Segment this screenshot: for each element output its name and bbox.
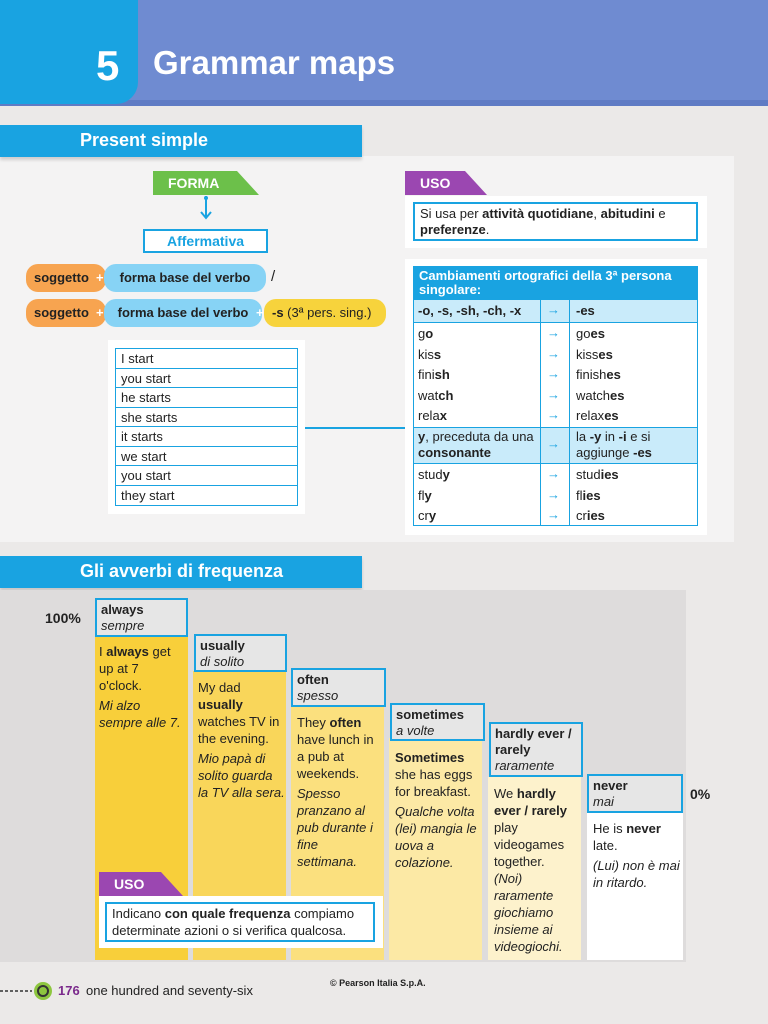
plus-sign: +: [96, 270, 104, 285]
arrow-icon: →: [547, 302, 560, 317]
adverb-box-hardly-ever: hardly ever / rarely raramente: [489, 722, 583, 777]
spelling-base: kiss: [418, 346, 442, 362]
spelling-result: kisses: [576, 346, 613, 362]
percent-100: 100%: [45, 610, 81, 626]
spelling-result: flies: [576, 487, 601, 503]
section-title-adverbs: Gli avverbi di frequenza: [0, 556, 362, 588]
example-often: They often have lunch in a pub at weekends. Spesso pranzano al pub durante i fine settimana.: [297, 715, 374, 869]
conjugation-row: you start: [116, 369, 297, 389]
uso-tag-tip: [161, 872, 183, 896]
conjugation-row: you start: [116, 466, 297, 486]
spelling-row: [414, 364, 697, 385]
uso-tag: USO: [405, 171, 465, 195]
conjugation-row: she starts: [116, 408, 297, 428]
arrow-icon: →: [547, 386, 560, 402]
spelling-result: goes: [576, 326, 605, 341]
formula-soggetto-2: soggetto: [26, 299, 106, 327]
formula-soggetto: soggetto: [26, 264, 106, 292]
spelling-result: watches: [576, 387, 625, 403]
page-number: 176: [58, 983, 80, 998]
spelling-base: watch: [418, 387, 454, 403]
conjugation-row: he starts: [116, 388, 297, 408]
page-number-words: one hundred and seventy-six: [86, 983, 253, 998]
connector-line: [305, 427, 406, 429]
y-rule-right: la -y in -i e si aggiunge -es: [576, 429, 652, 460]
arrow-icon: →: [547, 345, 560, 361]
page-badge-icon: [0, 980, 60, 1002]
conjugation-row: they start: [121, 487, 175, 503]
formula-forma-base: forma base del verbo: [104, 264, 266, 292]
down-arrow-icon: [198, 196, 214, 226]
spelling-row: [414, 323, 697, 344]
example-hardly-ever: We hardly ever / rarely play videogames together. (Noi) raramente giochiamo insieme ai videogiochi.: [494, 786, 568, 954]
spelling-row: [414, 405, 697, 426]
adverb-box-sometimes: sometimes a volte: [390, 703, 485, 741]
percent-0: 0%: [690, 786, 711, 802]
slash: /: [271, 268, 276, 285]
arrow-icon: →: [547, 466, 560, 481]
uso-tag-tip: [465, 171, 487, 195]
spelling-row: [414, 505, 697, 526]
arrow-icon: →: [547, 366, 560, 382]
spelling-base: cry: [418, 508, 437, 524]
spelling-result: studies: [576, 467, 619, 482]
spelling-row: [414, 385, 697, 406]
example-usually: My dad usually watches TV in the evening. Mio papà di solito guarda la TV alla sera.: [198, 680, 285, 800]
spelling-result: cries: [576, 508, 605, 524]
uso-text: Si usa per attività quotidiane, abitudini e preferenze.: [413, 202, 698, 241]
header-right: -es: [576, 303, 595, 318]
arrow-icon: →: [547, 507, 560, 523]
y-rule-left: y, preceduta da una consonante: [418, 429, 534, 460]
chapter-number: 5: [96, 42, 120, 89]
section-title-present-simple: Present simple: [0, 125, 362, 157]
uso-tag-2: USO: [99, 872, 161, 896]
affermativa-label: Affermativa: [143, 229, 268, 253]
cambiamenti-title: Cambiamenti ortografici della 3ª persona singolare:: [413, 266, 698, 300]
example-sometimes: Sometimes she has eggs for breakfast. Qualche volta (lei) mangia le uova a colazione.: [395, 750, 477, 870]
spelling-result: finishes: [576, 367, 621, 383]
arrow-icon: →: [547, 436, 560, 451]
spelling-base: fly: [418, 487, 432, 503]
conjugation-table: [115, 348, 298, 506]
spelling-base: go: [418, 326, 434, 341]
copyright: © Pearson Italia S.p.A.: [330, 978, 426, 988]
conjugation-row: it starts: [116, 427, 297, 447]
adverb-box-usually: usually di solito: [194, 634, 287, 672]
arrow-icon: →: [547, 325, 560, 340]
formula-suffix-s: -s (3ª pers. sing.): [264, 299, 386, 327]
formula-forma-base-2: forma base del verbo: [104, 299, 262, 327]
forma-tag: FORMA: [153, 171, 237, 195]
plus-sign: +: [96, 305, 104, 320]
uso-text-2: Indicano con quale frequenza compiamo determinate azioni o si verifica qualcosa.: [105, 902, 375, 942]
header-left: -o, -s, -sh, -ch, -x: [418, 303, 522, 318]
conjugation-row: I start: [116, 349, 297, 369]
spelling-base: study: [418, 467, 450, 482]
adverb-box-always: always sempre: [95, 598, 188, 637]
row-divider: [414, 427, 697, 428]
arrow-icon: →: [547, 486, 560, 502]
example-never: He is never late. (Lui) non è mai in ritardo.: [593, 821, 680, 890]
example-always: I always get up at 7 o'clock. Mi alzo sempre alle 7.: [99, 644, 181, 730]
spelling-base: finish: [418, 367, 450, 383]
arrow-icon: →: [547, 407, 560, 423]
plus-sign: +: [256, 305, 264, 320]
spelling-base: relax: [418, 408, 447, 424]
adverb-box-often: often spesso: [291, 668, 386, 707]
spelling-result: relaxes: [576, 408, 619, 424]
spelling-row: [414, 464, 697, 485]
forma-tag-tip: [237, 171, 259, 195]
adverb-box-never: never mai: [587, 774, 683, 813]
spelling-row: [414, 344, 697, 365]
page-title: Grammar maps: [153, 44, 396, 81]
spelling-row: [414, 485, 697, 506]
conjugation-row: we start: [116, 447, 297, 467]
